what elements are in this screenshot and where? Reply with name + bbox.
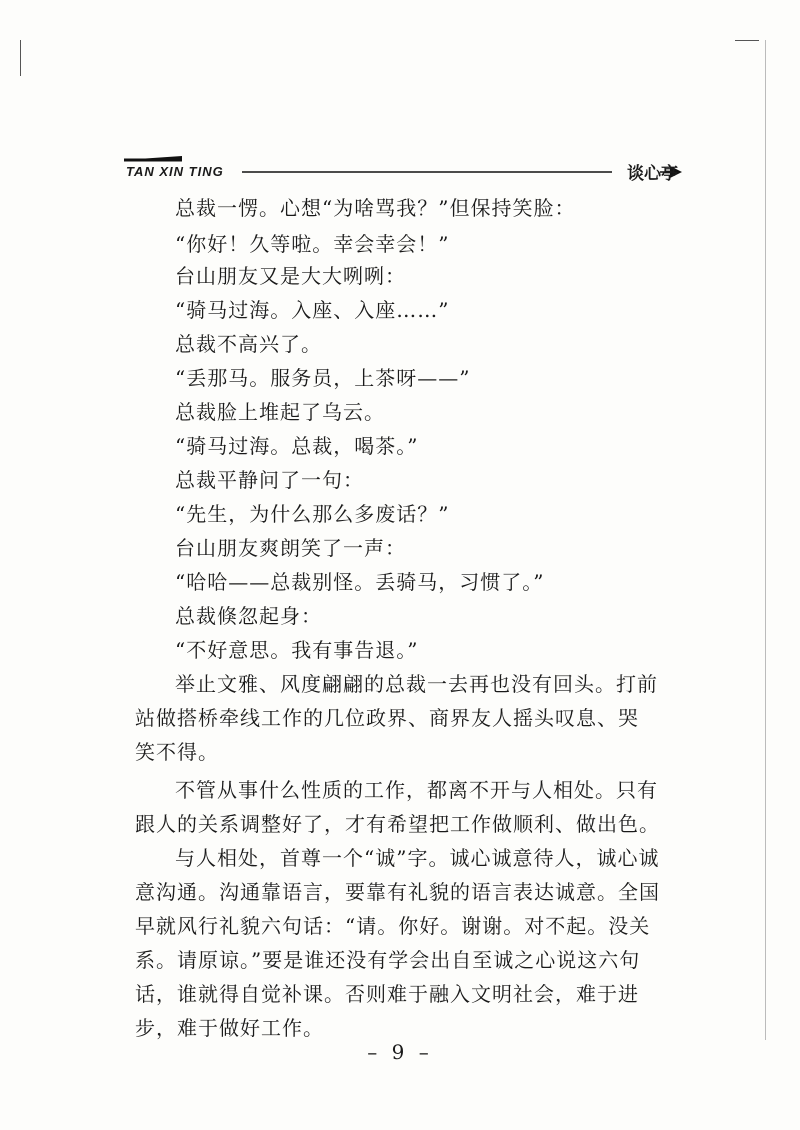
body-line: 话，谁就得自觉补课。否则难于融入文明社会，难于进 [135, 982, 639, 1006]
dialogue-line: “你好！久等啦。幸会幸会！” [175, 232, 450, 256]
dialogue-line: “哈哈——总裁别怪。丢骑马，习惯了。” [175, 570, 545, 594]
body-line: 笑不得。 [135, 740, 219, 764]
running-header [122, 150, 692, 190]
body-line: 与人相处，首尊一个“诚”字。诚心诚意待人，诚心诚 [175, 846, 660, 870]
body-line: 系。请原谅。”要是谁还没有学会出自至诚之心说这六句 [135, 948, 641, 972]
dialogue-line: 台山朋友爽朗笑了一声： [175, 536, 406, 560]
body-line: 不管从事什么性质的工作，都离不开与人相处。只有 [175, 778, 658, 802]
body-line: 早就风行礼貌六句话：“请。你好。谢谢。对不起。没关 [135, 914, 651, 938]
dialogue-line: “骑马过海。总裁，喝茶。” [175, 434, 419, 458]
dialogue-line: “丢那马。服务员，上茶呀——” [175, 366, 471, 390]
body-line: 站做搭桥牵线工作的几位政界、商界友人摇头叹息、哭 [135, 706, 639, 730]
dialogue-line: 总裁脸上堆起了乌云。 [175, 400, 385, 424]
page-number: – 9 – [367, 1040, 433, 1064]
running-title-cn: 谈心亭 [627, 164, 678, 184]
dialogue-line: 总裁倏忽起身： [175, 604, 322, 628]
body-line: 步，难于做好工作。 [135, 1016, 324, 1040]
scan-edge-mark [765, 40, 766, 1040]
body-line: 举止文雅、风度翩翩的总裁一去再也没有回头。打前 [175, 672, 658, 696]
scan-edge-mark [735, 40, 759, 41]
dialogue-line: “不好意思。我有事告退。” [175, 638, 419, 662]
running-title-en: TAN XIN TING [126, 164, 224, 179]
dialogue-line: “先生，为什么那么多废话？” [175, 502, 450, 526]
body-line: 跟人的关系调整好了，才有希望把工作做顺利、做出色。 [135, 812, 660, 836]
dialogue-line: 总裁平静问了一句： [175, 468, 364, 492]
dialogue-line: 总裁一愣。心想“为啥骂我？”但保持笑脸： [175, 196, 576, 220]
scan-edge-mark [20, 40, 21, 76]
dialogue-line: 台山朋友又是大大咧咧： [175, 264, 406, 288]
dialogue-line: 总裁不高兴了。 [175, 332, 322, 356]
dialogue-line: “骑马过海。入座、入座……” [175, 298, 450, 322]
body-line: 意沟通。沟通靠语言，要靠有礼貌的语言表达诚意。全国 [135, 880, 660, 904]
